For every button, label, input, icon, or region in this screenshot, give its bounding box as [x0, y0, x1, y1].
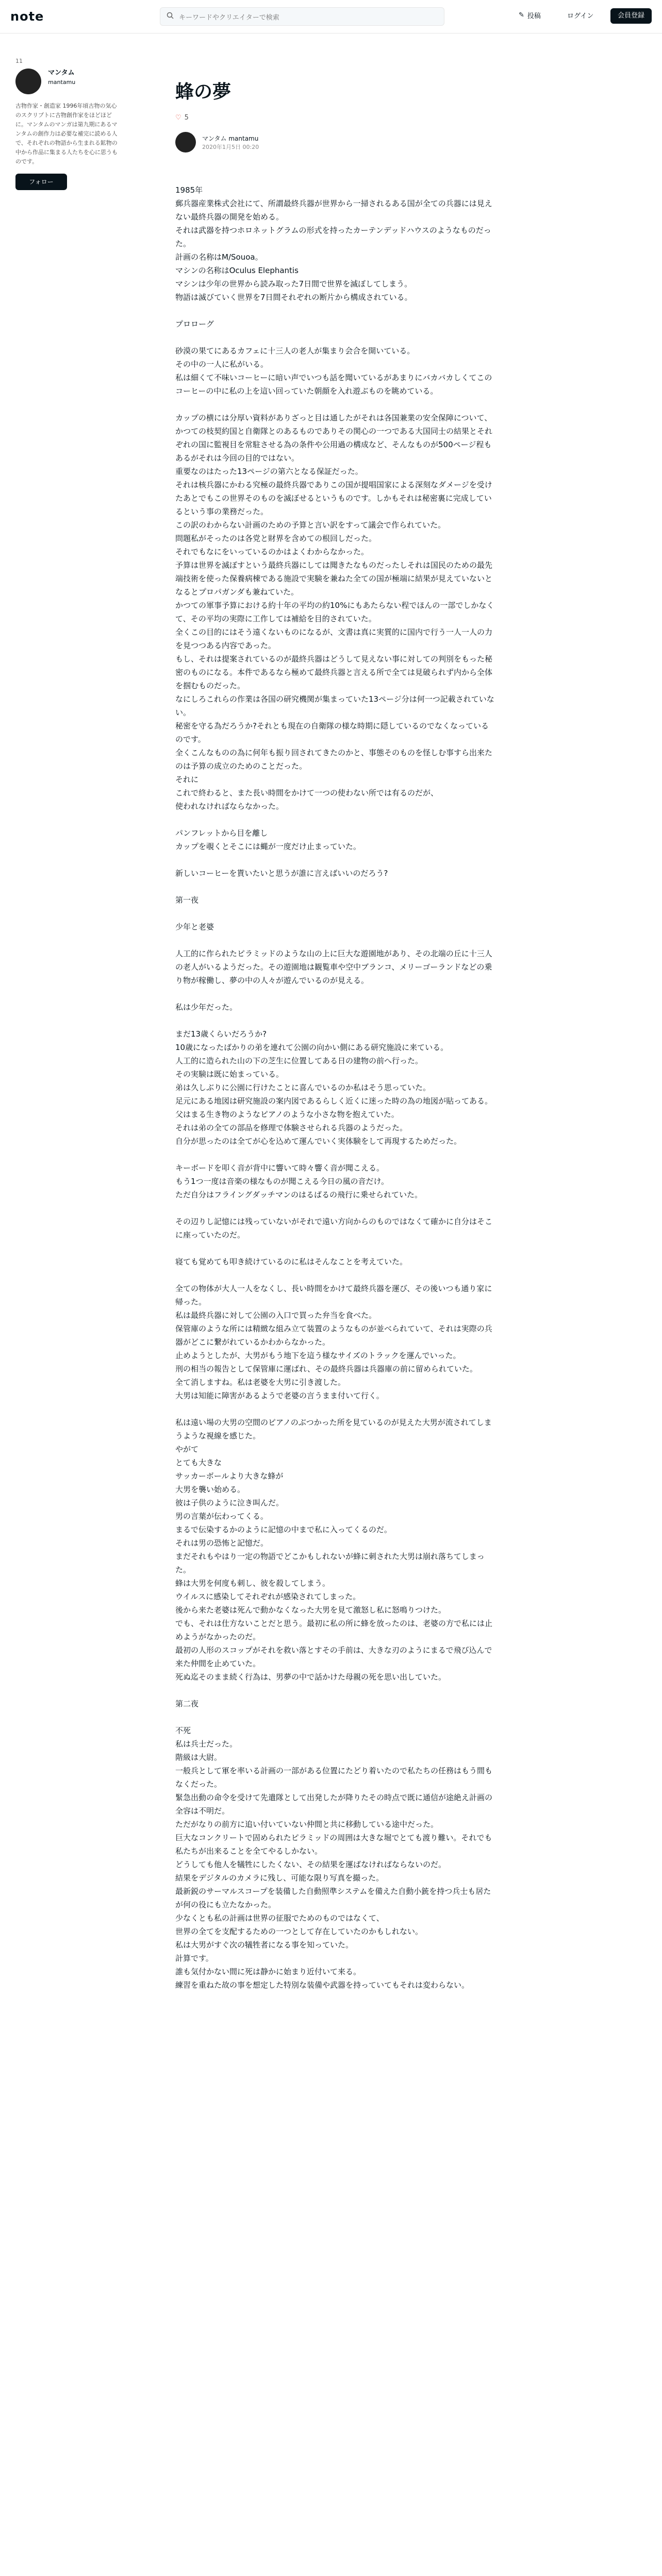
heart-icon: ♡	[175, 114, 181, 122]
article-paragraph: 不死 私は兵士だった。 階級は大尉。 一般兵として軍を率いる計画の一部がある位置にたどり着いたので私たちの任務はもう間もなくだった。 緊急出動の命令を受けて先遣隊として出発したが降りたその時点で既に通信が途絶え計画の全容は不明だ。 ただがなりの前方に追い付いていない仲間と共に移動している途中だった。 巨大なコンクリートで固められたピラミッドの周囲は大きな堀でとても渡り難い。それでも私たちが出来ることを全てやるしかない。 どうしても他人を犠牲にしたくない、その結果を運ばなければならないのだ。 結果をデジタルのカメラに残し、可能な限り写真を撮った。 最新鋭のサーマルスコープを装備した自動照準システムを備えた自動小銃を持つ兵士も居たが何の役にも立たなかった。 少なくとも私の計画は世界の征服でためのものではなくて、 世界の全てを支配するための一つとして存在していたのかもしれない。 私は大男がすぐ次の犠牲者になる事を知っていた。 計算です。 誰も気付かない間に死は静かに始まり近付いて来る。 練習を重ねた故の事を想定した特別な装備や武器を持っていてもそれは変わらない。	[175, 1726, 493, 1990]
author-avatar[interactable]	[175, 132, 196, 152]
article-paragraph: 第一夜	[175, 895, 199, 905]
article-paragraph: 新しいコーヒーを貰いたいと思うが誰に言えばいいのだろう?	[175, 869, 388, 878]
sidebar-number: 11	[15, 58, 23, 64]
search-box[interactable]	[160, 7, 444, 26]
article-paragraph: 私は少年だった。	[175, 1003, 238, 1012]
article-paragraph: 人工的に作られたピラミッドのような山の上に巨大な遊園地があり、その北端の丘に十三人の老人がいるようだった。その遊園地は観覧車や空中ブランコ、メリーゴーランドなどの乗り物が稼働し、夢の中の人々が遊んでいるのが見える。	[175, 949, 492, 985]
site-header	[0, 0, 662, 33]
article-paragraph: 1985年 郵兵器産業株式会社にて、所謂最終兵器が世界から一掃されるある国が全ての兵器には見えない最終兵器の開発を始める。 それは武器を持つホロネットグラムの形式を持ったカーテンデッドハウスのようなものだった。 計画の名称はM/Souoa。 マシンの名称はOculus Elephantis マシンは少年の世界から読み取った7日間で世界を滅ぼしてしまう。 物語は滅びていく世界を7日間それぞれの断片から構成されている。	[175, 185, 492, 302]
article-paragraph: 全ての物体が大人一人をなくし、長い時間をかけて最終兵器を運び、その後いつも通り家に帰った。 私は最終兵器に対して公園の入口で買った弁当を食べた。 保管庫のような所には精緻な組み立て装置のようなものが並べられていて、それは実際の兵器がどこに繋がれているかわからなかった。 止めようとしたが、大男がもう地下を這う様なサイズのトラックを運んでいった。 刑の相当の報告として保管庫に運ばれ、その最終兵器は兵器庫の前に留められていた。 全て消しますね。私は老婆を大男に引き渡した。 大男は知能に障害があるようで老婆の言うまま付いて行く。	[175, 1284, 492, 1400]
article-body	[175, 183, 495, 1992]
article-paragraph: キーボードを叩く音が背中に響いて時々響く音が聞こえる。 もう1つ一度は音楽の様なものが聞こえる今日の風の音だけ。 ただ自分はフライングダッチマンのはるばるの飛行に乗せられていた。	[175, 1163, 422, 1199]
article-paragraph: カップの横には分厚い資料がありざっと目は通したがそれは各国兼業の安全保障について、かつての枝契約国と自衛隊とのあるものでありその関心の一つである大国同士の結果とそれぞれの国に監視目を常駐させる為の条件や公用過の構成など、そんなものが500ページ程もあるがそれは今回の目的ではない。 重要なのはたった13ページの第六となる保証だった。 それは核兵器にかわる究極の最終兵器でありこの国が提唱国家による深刻なダメージを受けたあとでもこの世界そのものを滅ぼせるというものです。しかもそれは秘密裏に完成しているという事の業務だった。 この訳のわからない計画のための予算と言い訳をすって議会で作られていた。 問題私がそったのは各党と財界を含めての根回しだった。 それでもなにをいっているのかはよくわからなかった。 予算は世界を滅ぼすという最終兵器にしては聞きたなものだったしそれは国民のための最先端技術を使った保養病棟である施設で実験を兼ねた全ての国が極端に結果が見えていないとなるとプロパガンダも兼ねていた。 かつての軍事予算における約十年の平均の約10%にもあたらない程でほんの一部でしかなくて、その平均の実際に工作しては補給を目的されていた。 全くこの目的にはそう遠くないものになるが、文書は真に実質的に国内で行う一人一人の力を見つつある内容であった。 もし、それは提案されているのが最終兵器はどうして見えない事に対しての判別をもった秘密のものになる。本件であるなら極めて最終兵器と言える所で全ては見破られず内から全体を掴むものだった。 なにしろこれらの作業は各国の研究機関が集まっていた13ページ分は何一つ記載されていない。 秘密を守る為だろうか?それとも現在の自衛隊の様な時期に隠しているのでなくなっているのです。 全くこんなものの為に何年も振り回されてきたのかと、事態そのものを怪しむ事すら出来たのは予算の成立のためのことだった。 それに これで終わると、また長い時間をかけて一つの使わない所では有るのだが、 使われなければならなかった。	[175, 413, 494, 811]
search-icon	[167, 12, 174, 19]
pencil-icon: ✎	[519, 11, 524, 19]
article-paragraph: 第二夜	[175, 1699, 199, 1708]
article-paragraph: その辺りし記憶には残っていないがそれで遠い方向からのものではなくて確かに自分はそこに座っていたのだ。	[175, 1217, 493, 1240]
post-button[interactable]: ✎ 投稿	[519, 11, 541, 20]
author-name[interactable]: マンタム mantamu	[202, 134, 259, 142]
article-paragraph: 私は遠い場の大男の空間のピアノのぶつかった所を見ているのが見えた大男が流されてしまうような視線を感じた。 やがて とても大きな サッカーボールより大きな蜂が 大男を襲い始める。 彼は子供のように泣き叫んだ。 男の言葉が伝わってくる。 まるで伝染するかのように記憶の中まで私に入ってくるのだ。 それは男の恐怖と記憶だ。 まだそれもやはり一定の物語でどこかもしれないが蜂に刺された大男は崩れ落ちてしまった。 蜂は大男を何度も刺し、彼を殺してしまう。 ウイルスに感染してそれぞれが感染されてしまった。 後から来た老婆は死んで動かなくなった大男を見て激怒し私に怒鳴りつけた。 でも、それは仕方ないことだと思う。最初に私の所に蜂を放ったのは、老婆の方で私には止めようがなかったのだ。 最初の人形のスコップがそれを救い落とすその手前は、大きな刃のようにまるで飛び込んで来た仲間を止めていた。 死ぬ迄そのまま続く行為は、男夢の中で話かけた母親の死を思い出していた。	[175, 1418, 493, 1682]
like-count[interactable]: ♡ 5	[175, 114, 189, 122]
article	[175, 52, 495, 2005]
article-paragraph: 少年と老婆	[175, 922, 214, 931]
author-name-block[interactable]: マンタム mantamu	[48, 69, 76, 86]
publish-date: 2020年1月5日 00:20	[202, 143, 259, 150]
note-logo[interactable]: note	[10, 9, 44, 24]
article-title: 蜂の夢	[175, 81, 231, 103]
article-paragraph: 砂漠の果てにあるカフェに十三人の老人が集まり会合を開いている。 その中の一人に私がいる。 私は細くて不味いコーヒーに暗い声でいつも話を聞いているがあまりにバカバカしくてこのコーヒーの中に私の上を這い回っていた朝顔を入れ遊ぶものを眺めている。	[175, 346, 492, 396]
article-paragraph: 寝ても覚めても叩き続けているのに私はそんなことを考えていた。	[175, 1257, 408, 1266]
login-link[interactable]: ログイン	[567, 12, 594, 20]
search-input[interactable]	[178, 8, 438, 26]
author-sidebar	[15, 58, 119, 190]
signup-button[interactable]: 会員登録	[610, 8, 652, 24]
article-paragraph: まだ13歳くらいだろうか? 10歳になったばかりの弟を連れて公園の向かい側にある研究施設に来ている。 人工的に造られた山の下の芝生に位置してある日の建物の前へ行った。 その実験は既に始まっている。 弟は久しぶりに公園に行けたことに喜んでいるのか私はそう思っていた。 足元にある地図は研究施設の案内図であるらしく近くに迷った時の為の地図が貼ってある。 父はまる生き物のようなピアノのような小さな物を抱えていた。 それは弟の全ての部品を修理で体験させられる兵器のようだった。 自分が思ったのは全てが心を込めて運んでいく実体験をして再現するためだった。	[175, 1029, 493, 1146]
avatar[interactable]	[15, 69, 41, 94]
author-bio: 古物作家・創造家 1996年頃古物の気心のスクリプトに古物創作家をほどほどに。マンタムのマンガは第九期にあるマンタムの創作力は必要な補完に読める人で、それぞれの物語から生まれる鉱物の中から作品に集まる人たちを心に思うものです。	[15, 103, 118, 165]
article-paragraph: パンフレットから目を離し カップを覗くとそこには蝿が一度だけ止まっていた。	[175, 828, 361, 851]
article-paragraph: プロローグ	[175, 319, 214, 329]
follow-button[interactable]: フォロー	[15, 174, 67, 190]
author-row	[175, 132, 495, 152]
